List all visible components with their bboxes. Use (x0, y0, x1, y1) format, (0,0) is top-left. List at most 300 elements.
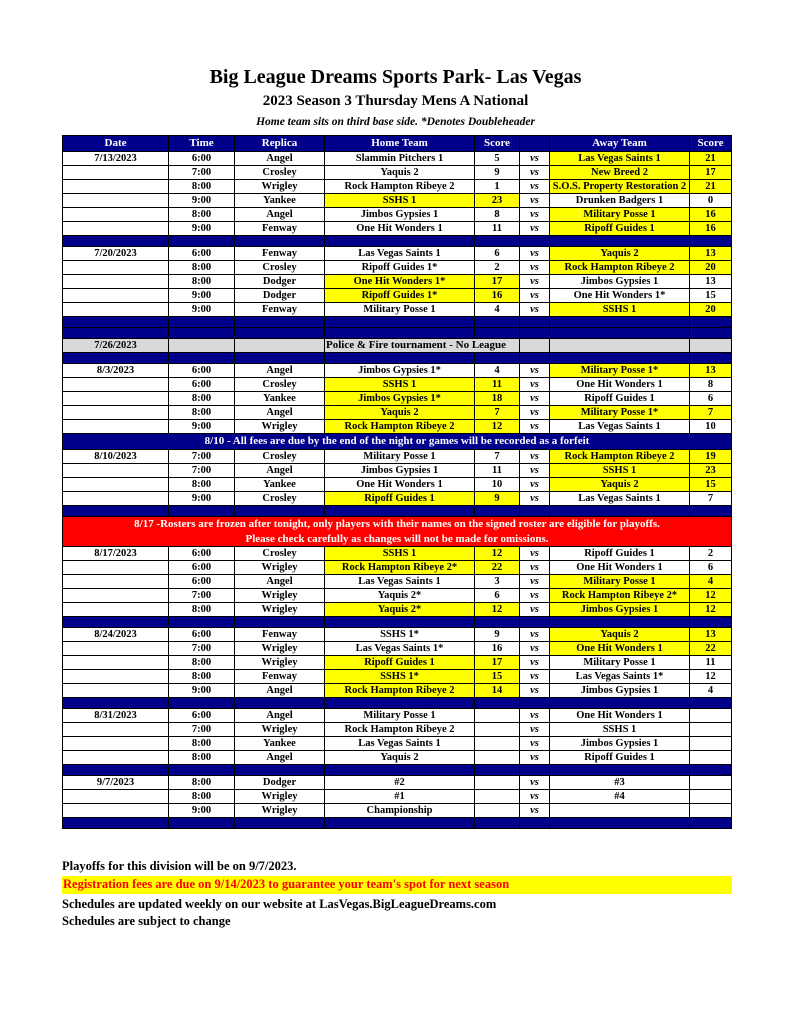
home-score-cell (475, 790, 520, 804)
separator-row (63, 617, 732, 628)
game-row (63, 303, 732, 317)
away-team-cell: Yaquis 2 (550, 628, 690, 642)
home-score-cell: 7 (475, 406, 520, 420)
footer-subject-to-change-line: Schedules are subject to change (62, 914, 231, 929)
separator-cell (475, 317, 520, 328)
game-row (63, 166, 732, 180)
away-score-cell: 13 (690, 275, 732, 289)
game-row (63, 406, 732, 420)
away-score-cell (690, 790, 732, 804)
vs-cell: vs (520, 406, 550, 420)
separator-cell (169, 506, 235, 517)
replica-cell: Crosley (235, 450, 325, 464)
roster-alert-line: Please check carefully as changes will not be made for omissions. (245, 532, 549, 545)
replica-cell: Yankee (235, 737, 325, 751)
date-cell (63, 589, 169, 603)
separator-cell (475, 818, 520, 829)
vs-cell: vs (520, 478, 550, 492)
away-team-cell: Las Vegas Saints 1 (550, 152, 690, 166)
date-cell: 8/31/2023 (63, 709, 169, 723)
home-score-cell: 14 (475, 684, 520, 698)
replica-cell: Wrigley (235, 790, 325, 804)
separator-cell (475, 328, 520, 339)
date-cell (63, 303, 169, 317)
separator-cell (550, 353, 690, 364)
separator-cell (235, 506, 325, 517)
home-team-cell: Las Vegas Saints 1 (325, 575, 475, 589)
date-cell (63, 804, 169, 818)
away-score-cell: 6 (690, 561, 732, 575)
away-score-cell: 4 (690, 575, 732, 589)
separator-cell (169, 317, 235, 328)
home-team-cell: Jimbos Gypsies 1 (325, 464, 475, 478)
replica-cell (235, 339, 325, 353)
replica-cell: Yankee (235, 478, 325, 492)
game-row (63, 275, 732, 289)
vs-cell: vs (520, 275, 550, 289)
away-team-cell: One Hit Wonders 1 (550, 642, 690, 656)
game-row (63, 180, 732, 194)
date-cell: 7/13/2023 (63, 152, 169, 166)
home-score-cell: 2 (475, 261, 520, 275)
separator-cell (550, 328, 690, 339)
away-score-cell (690, 723, 732, 737)
separator-cell (325, 765, 475, 776)
vs-cell: vs (520, 420, 550, 434)
home-score-cell: 22 (475, 561, 520, 575)
date-cell (63, 261, 169, 275)
replica-cell: Fenway (235, 303, 325, 317)
separator-cell (169, 236, 235, 247)
date-cell (63, 166, 169, 180)
away-score-cell: 16 (690, 208, 732, 222)
replica-cell: Crosley (235, 492, 325, 506)
separator-cell (63, 236, 169, 247)
away-team-cell: Yaquis 2 (550, 478, 690, 492)
vs-cell: vs (520, 603, 550, 617)
home-score-cell (475, 737, 520, 751)
separator-cell (325, 353, 475, 364)
time-cell: 8:00 (169, 670, 235, 684)
separator-row (63, 328, 732, 339)
game-row (63, 222, 732, 236)
home-score-cell: 6 (475, 589, 520, 603)
separator-cell (520, 236, 550, 247)
game-row (63, 561, 732, 575)
replica-cell: Wrigley (235, 561, 325, 575)
game-row (63, 737, 732, 751)
footer-registration-line: Registration fees are due on 9/14/2023 to guarantee your team's spot for next season (62, 876, 732, 893)
replica-cell: Crosley (235, 166, 325, 180)
home-score-cell (475, 709, 520, 723)
date-cell (63, 208, 169, 222)
away-team-cell: New Breed 2 (550, 166, 690, 180)
header-replica: Replica (235, 136, 325, 152)
date-cell (63, 492, 169, 506)
home-score-cell: 11 (475, 222, 520, 236)
game-row (63, 751, 732, 765)
game-row (63, 603, 732, 617)
away-score-cell: 4 (690, 684, 732, 698)
home-team-cell: Rock Hampton Ribeye 2 (325, 723, 475, 737)
vs-cell: vs (520, 378, 550, 392)
game-row (63, 723, 732, 737)
date-cell (63, 275, 169, 289)
home-team-cell: SSHS 1 (325, 194, 475, 208)
header-vs (520, 136, 550, 152)
away-team-cell: Ripoff Guides 1 (550, 392, 690, 406)
time-cell: 6:00 (169, 575, 235, 589)
away-team-cell: #3 (550, 776, 690, 790)
away-score-cell: 20 (690, 261, 732, 275)
separator-cell (325, 617, 475, 628)
time-cell: 8:00 (169, 790, 235, 804)
away-team-cell: Ripoff Guides 1 (550, 547, 690, 561)
separator-cell (690, 818, 732, 829)
away-score-cell: 15 (690, 478, 732, 492)
replica-cell: Fenway (235, 247, 325, 261)
separator-cell (475, 617, 520, 628)
home-score-cell (475, 751, 520, 765)
home-score-cell: 16 (475, 289, 520, 303)
page-title: Big League Dreams Sports Park- Las Vegas (209, 66, 582, 88)
away-score-cell: 13 (690, 364, 732, 378)
home-team-cell: Rock Hampton Ribeye 2* (325, 561, 475, 575)
away-score-cell: 19 (690, 450, 732, 464)
separator-cell (520, 506, 550, 517)
home-team-cell: Las Vegas Saints 1 (325, 247, 475, 261)
date-cell (63, 575, 169, 589)
away-score-cell: 21 (690, 180, 732, 194)
date-cell (63, 464, 169, 478)
game-row (63, 464, 732, 478)
away-team-cell (550, 804, 690, 818)
separator-cell (235, 698, 325, 709)
time-cell: 6:00 (169, 709, 235, 723)
away-team-cell: Jimbos Gypsies 1 (550, 684, 690, 698)
home-team-cell: Yaquis 2* (325, 589, 475, 603)
separator-row (63, 765, 732, 776)
time-cell: 8:00 (169, 478, 235, 492)
home-score-cell: 9 (475, 166, 520, 180)
game-row (63, 492, 732, 506)
away-team-cell: Rock Hampton Ribeye 2 (550, 261, 690, 275)
replica-cell: Angel (235, 364, 325, 378)
home-team-cell: Rock Hampton Ribeye 2 (325, 420, 475, 434)
time-cell: 6:00 (169, 547, 235, 561)
away-score-cell: 11 (690, 656, 732, 670)
game-row (63, 152, 732, 166)
away-team-cell: Military Posse 1* (550, 406, 690, 420)
home-team-cell: Yaquis 2 (325, 406, 475, 420)
home-score-cell: 7 (475, 450, 520, 464)
home-team-cell: Ripoff Guides 1 (325, 656, 475, 670)
vs-cell: vs (520, 261, 550, 275)
replica-cell: Wrigley (235, 603, 325, 617)
vs-cell: vs (520, 450, 550, 464)
home-score-cell: 6 (475, 247, 520, 261)
away-score-cell: 2 (690, 547, 732, 561)
date-cell: 8/3/2023 (63, 364, 169, 378)
away-team-cell: SSHS 1 (550, 464, 690, 478)
event-text-cell: Police & Fire tournament - No League (325, 339, 520, 353)
separator-cell (169, 353, 235, 364)
separator-cell (325, 698, 475, 709)
home-team-cell: One Hit Wonders 1 (325, 222, 475, 236)
schedule-table (62, 135, 732, 829)
date-cell (63, 751, 169, 765)
replica-cell: Angel (235, 751, 325, 765)
vs-cell: vs (520, 790, 550, 804)
replica-cell: Angel (235, 464, 325, 478)
away-score-cell: 20 (690, 303, 732, 317)
footer (62, 859, 731, 932)
replica-cell: Angel (235, 406, 325, 420)
home-score-cell: 15 (475, 670, 520, 684)
away-score-cell: 8 (690, 378, 732, 392)
away-team-cell: SSHS 1 (550, 303, 690, 317)
separator-cell (63, 818, 169, 829)
home-team-cell: Jimbos Gypsies 1* (325, 364, 475, 378)
separator-cell (63, 765, 169, 776)
time-cell: 6:00 (169, 378, 235, 392)
separator-cell (169, 765, 235, 776)
replica-cell: Wrigley (235, 589, 325, 603)
time-cell: 8:00 (169, 751, 235, 765)
away-score-cell: 12 (690, 670, 732, 684)
date-cell (63, 289, 169, 303)
header-date: Date (63, 136, 169, 152)
game-row (63, 547, 732, 561)
separator-cell (325, 328, 475, 339)
date-cell (63, 378, 169, 392)
separator-cell (520, 818, 550, 829)
away-team-cell: Drunken Badgers 1 (550, 194, 690, 208)
time-cell: 7:00 (169, 464, 235, 478)
time-cell: 9:00 (169, 684, 235, 698)
home-team-cell: Military Posse 1 (325, 709, 475, 723)
away-score-cell (690, 804, 732, 818)
away-score-cell: 22 (690, 642, 732, 656)
home-score-cell: 23 (475, 194, 520, 208)
away-score-cell: 17 (690, 166, 732, 180)
date-cell (63, 420, 169, 434)
date-cell (63, 684, 169, 698)
home-score-cell: 4 (475, 303, 520, 317)
vs-cell: vs (520, 723, 550, 737)
separator-cell (550, 818, 690, 829)
away-team-cell: Jimbos Gypsies 1 (550, 737, 690, 751)
home-score-cell: 4 (475, 364, 520, 378)
home-team-cell: Championship (325, 804, 475, 818)
roster-alert-cell (63, 517, 732, 547)
home-score-cell: 17 (475, 275, 520, 289)
away-score-cell: 0 (690, 194, 732, 208)
roster-alert-line: 8/17 -Rosters are frozen after tonight, only players with their names on the signed roster are eligible for playoffs. (134, 518, 660, 531)
separator-cell (235, 353, 325, 364)
date-cell: 7/20/2023 (63, 247, 169, 261)
header-time: Time (169, 136, 235, 152)
home-team-cell: Rock Hampton Ribeye 2 (325, 684, 475, 698)
away-team-cell: Las Vegas Saints 1 (550, 492, 690, 506)
away-team-cell: Las Vegas Saints 1 (550, 420, 690, 434)
away-score-cell (690, 751, 732, 765)
separator-cell (550, 765, 690, 776)
time-cell: 9:00 (169, 289, 235, 303)
home-score-cell (475, 804, 520, 818)
replica-cell: Wrigley (235, 642, 325, 656)
home-score-cell: 16 (475, 642, 520, 656)
away-team-cell: Rock Hampton Ribeye 2 (550, 450, 690, 464)
separator-cell (169, 818, 235, 829)
away-team-cell: Jimbos Gypsies 1 (550, 603, 690, 617)
vs-cell: vs (520, 303, 550, 317)
separator-cell (235, 765, 325, 776)
separator-cell (475, 698, 520, 709)
home-team-cell: Yaquis 2* (325, 603, 475, 617)
replica-cell: Fenway (235, 628, 325, 642)
date-cell (63, 180, 169, 194)
home-team-cell: Las Vegas Saints 1 (325, 737, 475, 751)
separator-cell (63, 617, 169, 628)
fees-note-row (63, 434, 732, 450)
home-score-cell: 11 (475, 378, 520, 392)
table-header-row (63, 136, 732, 152)
away-score-cell: 15 (690, 289, 732, 303)
date-cell (63, 790, 169, 804)
home-score-cell: 9 (475, 492, 520, 506)
away-team-cell: Military Posse 1 (550, 208, 690, 222)
game-row (63, 684, 732, 698)
vs-cell: vs (520, 642, 550, 656)
home-team-cell: One Hit Wonders 1 (325, 478, 475, 492)
home-team-cell: SSHS 1 (325, 378, 475, 392)
replica-cell: Wrigley (235, 656, 325, 670)
time-cell: 8:00 (169, 776, 235, 790)
vs-cell: vs (520, 492, 550, 506)
home-score-cell: 3 (475, 575, 520, 589)
replica-cell: Crosley (235, 547, 325, 561)
time-cell: 9:00 (169, 804, 235, 818)
time-cell: 8:00 (169, 261, 235, 275)
separator-cell (520, 765, 550, 776)
game-row (63, 420, 732, 434)
date-cell (63, 392, 169, 406)
time-cell (169, 339, 235, 353)
separator-cell (63, 317, 169, 328)
separator-cell (235, 317, 325, 328)
replica-cell: Crosley (235, 378, 325, 392)
time-cell: 7:00 (169, 589, 235, 603)
vs-cell: vs (520, 684, 550, 698)
vs-cell: vs (520, 208, 550, 222)
away-team-cell: #4 (550, 790, 690, 804)
separator-cell (475, 236, 520, 247)
home-score-cell: 12 (475, 603, 520, 617)
separator-cell (63, 328, 169, 339)
fees-note-cell: 8/10 - All fees are due by the end of the night or games will be recorded as a forfeit (63, 434, 732, 450)
separator-cell (63, 698, 169, 709)
home-team-cell: Military Posse 1 (325, 450, 475, 464)
separator-cell (690, 765, 732, 776)
separator-cell (520, 617, 550, 628)
away-team-cell: Ripoff Guides 1 (550, 222, 690, 236)
vs-cell: vs (520, 464, 550, 478)
vs-cell: vs (520, 628, 550, 642)
header-note: Home team sits on third base side. *Denotes Doubleheader (256, 116, 535, 128)
date-cell (63, 723, 169, 737)
game-row (63, 709, 732, 723)
date-cell (63, 737, 169, 751)
time-cell: 8:00 (169, 656, 235, 670)
away-team-cell: Military Posse 1* (550, 364, 690, 378)
vs-cell: vs (520, 392, 550, 406)
replica-cell: Fenway (235, 670, 325, 684)
home-team-cell: Ripoff Guides 1 (325, 492, 475, 506)
away-score-cell: 6 (690, 392, 732, 406)
away-score-cell: 12 (690, 589, 732, 603)
separator-cell (690, 328, 732, 339)
away-team-cell: Military Posse 1 (550, 575, 690, 589)
separator-cell (550, 698, 690, 709)
game-row (63, 575, 732, 589)
separator-cell (690, 353, 732, 364)
away-team-cell (550, 339, 690, 353)
away-score-cell (690, 339, 732, 353)
home-score-cell: 9 (475, 628, 520, 642)
home-score-cell (475, 776, 520, 790)
replica-cell: Yankee (235, 392, 325, 406)
time-cell: 8:00 (169, 275, 235, 289)
replica-cell: Wrigley (235, 420, 325, 434)
separator-cell (520, 698, 550, 709)
game-row (63, 392, 732, 406)
away-team-cell: One Hit Wonders 1 (550, 709, 690, 723)
vs-cell: vs (520, 737, 550, 751)
vs-cell: vs (520, 575, 550, 589)
replica-cell: Wrigley (235, 723, 325, 737)
time-cell: 6:00 (169, 364, 235, 378)
away-score-cell: 21 (690, 152, 732, 166)
home-team-cell: SSHS 1 (325, 547, 475, 561)
date-cell (63, 642, 169, 656)
time-cell: 8:00 (169, 208, 235, 222)
time-cell: 9:00 (169, 492, 235, 506)
time-cell: 6:00 (169, 561, 235, 575)
away-score-cell: 23 (690, 464, 732, 478)
page-subtitle: 2023 Season 3 Thursday Mens A National (262, 93, 529, 109)
home-score-cell: 1 (475, 180, 520, 194)
date-cell (63, 406, 169, 420)
time-cell: 8:00 (169, 392, 235, 406)
time-cell: 6:00 (169, 247, 235, 261)
date-cell (63, 670, 169, 684)
home-score-cell: 8 (475, 208, 520, 222)
away-score-cell: 16 (690, 222, 732, 236)
separator-cell (325, 236, 475, 247)
vs-cell: vs (520, 804, 550, 818)
separator-row (63, 236, 732, 247)
header-home-score: Score (475, 136, 520, 152)
replica-cell: Angel (235, 709, 325, 723)
separator-cell (475, 765, 520, 776)
away-team-cell: Rock Hampton Ribeye 2* (550, 589, 690, 603)
home-score-cell: 12 (475, 420, 520, 434)
away-score-cell: 13 (690, 628, 732, 642)
game-row (63, 656, 732, 670)
vs-cell: vs (520, 656, 550, 670)
home-score-cell (475, 723, 520, 737)
